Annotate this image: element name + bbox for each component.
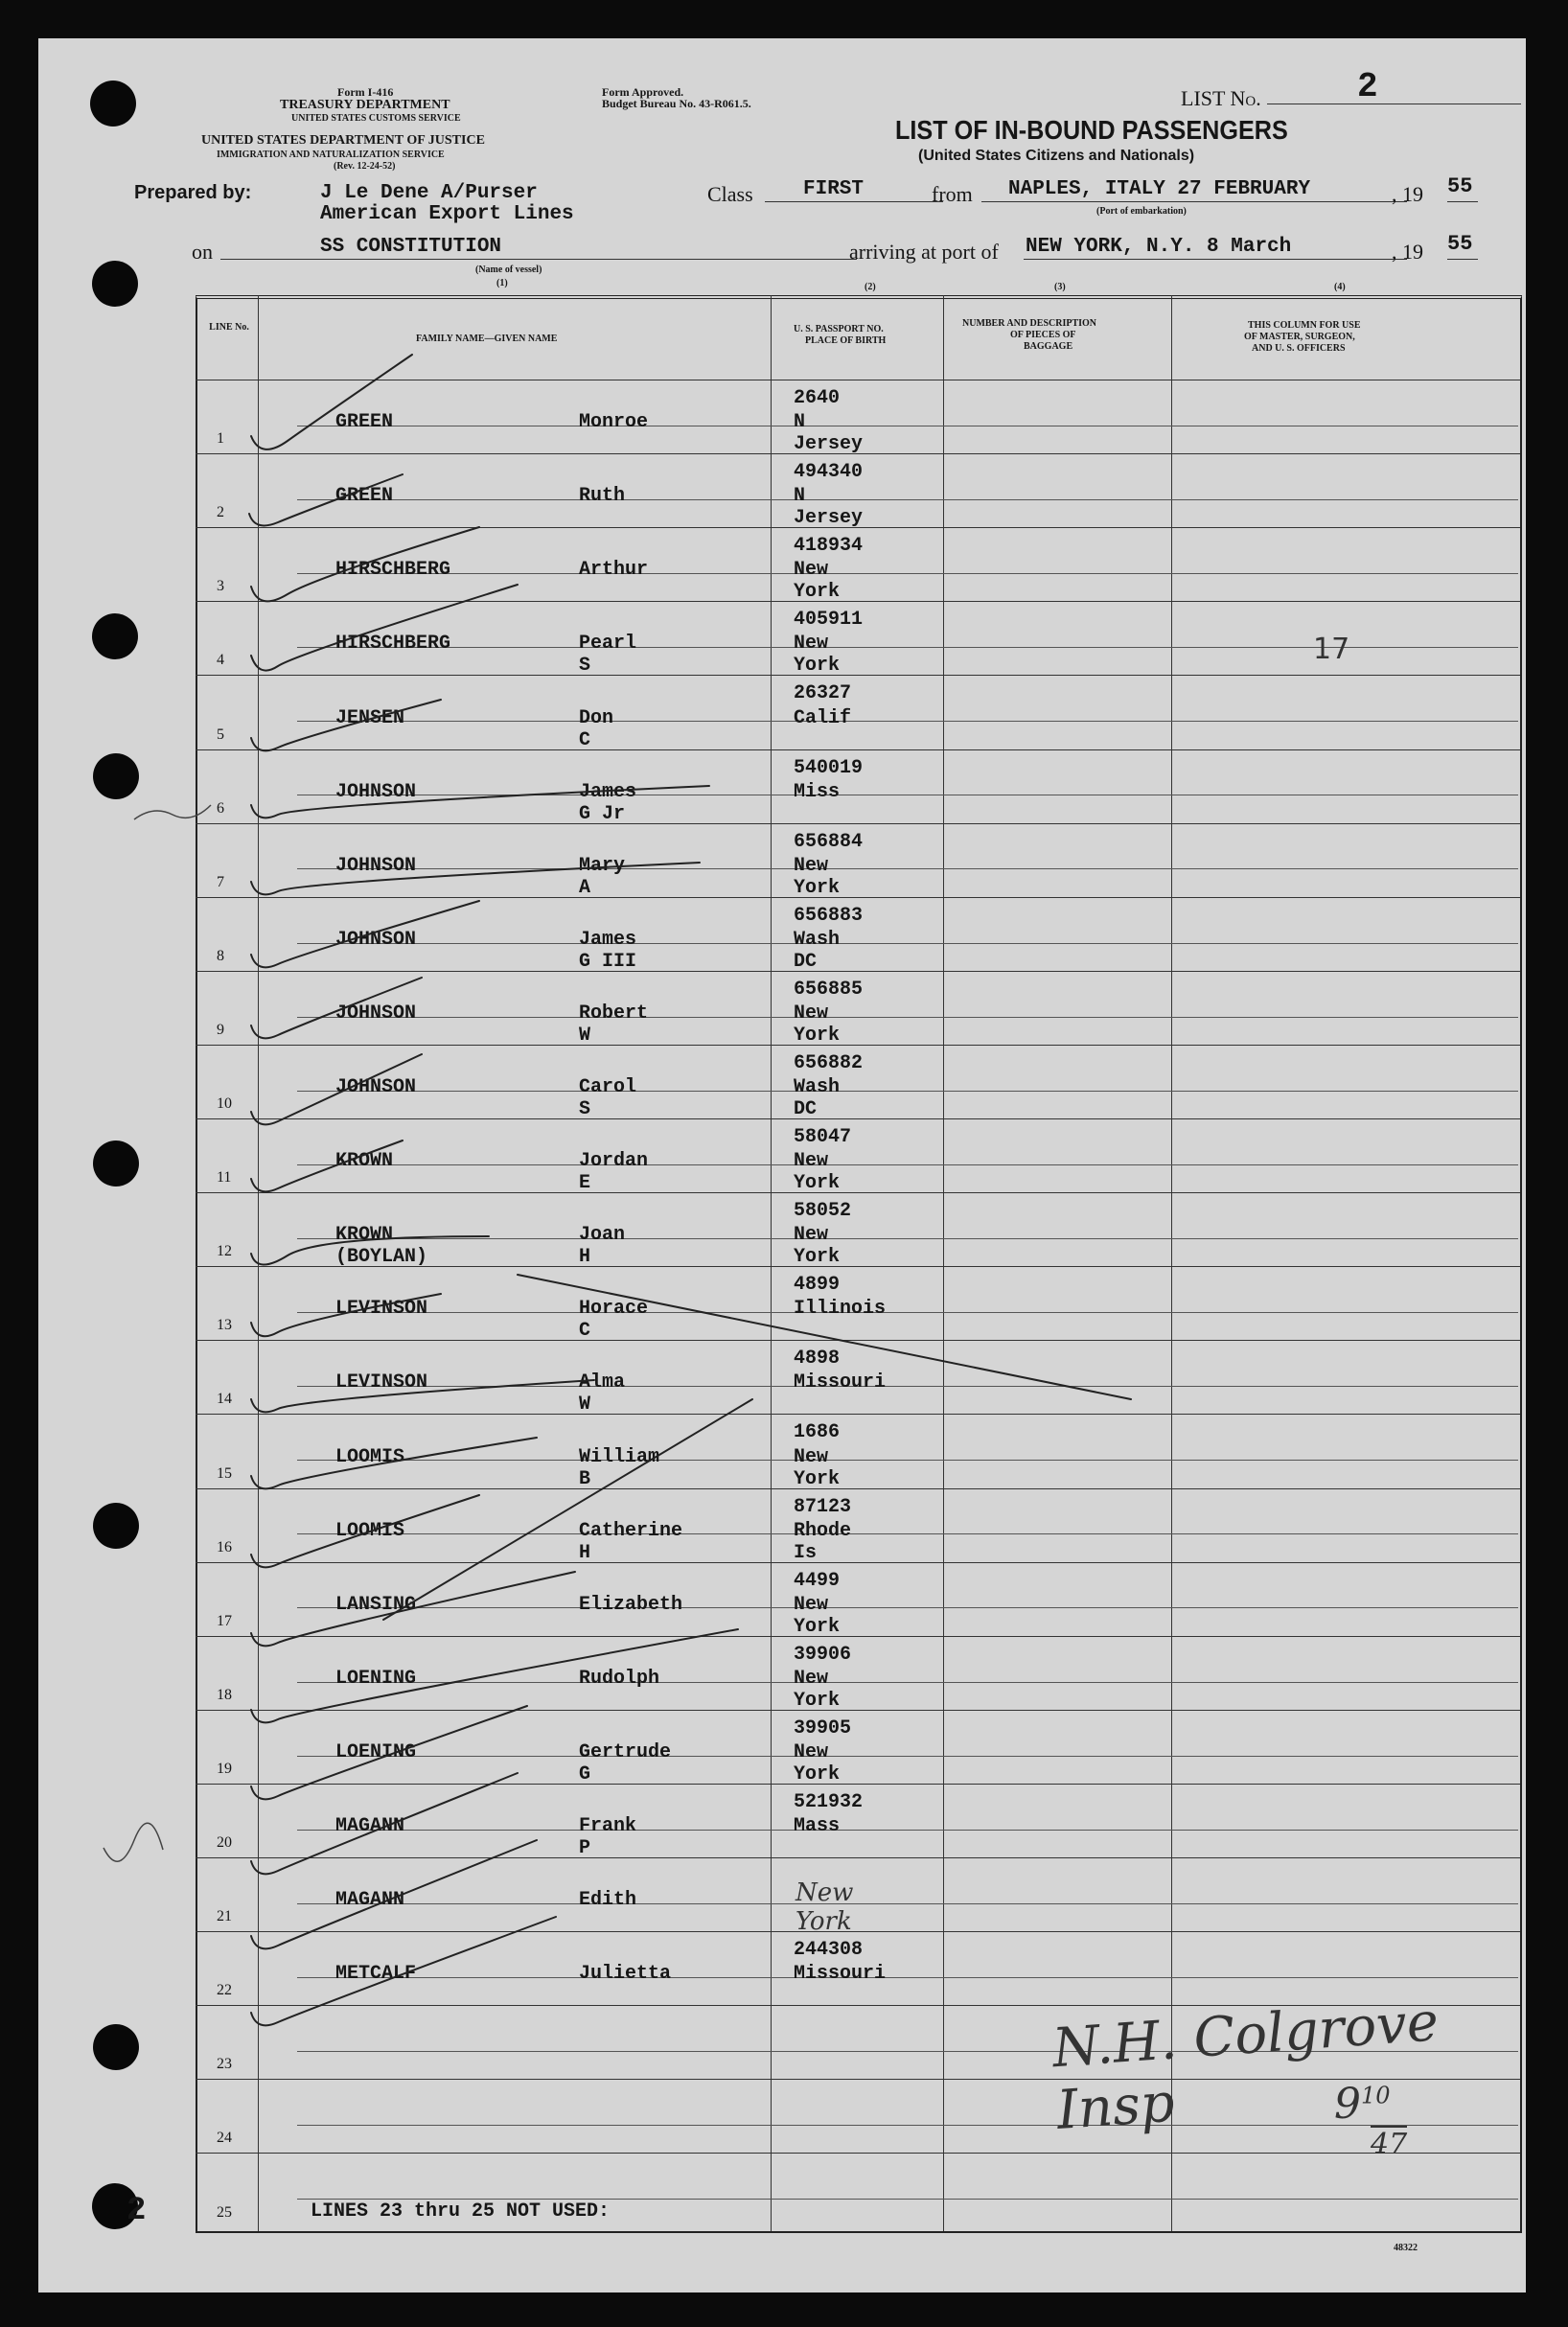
family-name: JOHNSON bbox=[335, 1076, 417, 1099]
page-subtitle: (United States Citizens and Nationals) bbox=[918, 148, 1195, 164]
col-num-4: (4) bbox=[1334, 282, 1346, 292]
birth-place: N Jersey bbox=[794, 411, 864, 456]
family-name: LEVINSON bbox=[335, 1371, 428, 1394]
embark-year: 55 bbox=[1447, 174, 1473, 198]
inspector-signature: N.H. Colgrove Insp bbox=[1050, 1991, 1441, 2143]
given-name: Robert W bbox=[579, 1002, 649, 1047]
class-value: FIRST bbox=[803, 178, 865, 200]
passport-number: 1686 bbox=[794, 1421, 841, 1444]
line-number: 3 bbox=[217, 578, 224, 595]
given-name: Jordan E bbox=[579, 1150, 649, 1195]
passport-number: 656882 bbox=[794, 1051, 864, 1074]
birth-place: Wash DC bbox=[794, 1076, 841, 1121]
given-name: James G Jr bbox=[579, 780, 637, 825]
officer-count: 17 bbox=[1313, 633, 1350, 666]
line-number: 19 bbox=[217, 1760, 232, 1777]
family-name: MAGANN bbox=[335, 1815, 405, 1838]
birth-place: New York bbox=[794, 1667, 841, 1712]
col-num-1: (1) bbox=[496, 278, 508, 288]
line-number: 25 bbox=[217, 2203, 232, 2221]
birth-place: New York bbox=[794, 1002, 841, 1047]
embark-port: NAPLES, ITALY 27 FEBRUARY bbox=[1008, 178, 1311, 200]
birth-place: Miss bbox=[794, 780, 841, 803]
given-name: Rudolph bbox=[579, 1667, 660, 1690]
passport-number: 4899 bbox=[794, 1274, 841, 1297]
col-header-baggage-3: BAGGAGE bbox=[1024, 341, 1073, 352]
passport-number: 26327 bbox=[794, 682, 852, 705]
given-name: Gertrude G bbox=[579, 1740, 672, 1786]
ins-label: IMMIGRATION AND NATURALIZATION SERVICE bbox=[217, 150, 445, 160]
family-name: JOHNSON bbox=[335, 928, 417, 951]
given-name: Arthur bbox=[579, 559, 649, 582]
passport-number: 656885 bbox=[794, 978, 864, 1001]
tally-number: $9^{10}$ bbox=[1334, 2080, 1391, 2129]
arriving-label: arriving at port of bbox=[849, 240, 999, 264]
col-num-2: (2) bbox=[865, 282, 876, 292]
given-name: Catherine H bbox=[579, 1519, 683, 1564]
line-number: 17 bbox=[217, 1612, 232, 1629]
given-name: Edith bbox=[579, 1889, 637, 1912]
budget-number: Budget Bureau No. 43-R061.5. bbox=[602, 97, 751, 110]
birth-place: Missouri bbox=[794, 1963, 887, 1986]
family-name: LOOMIS bbox=[335, 1445, 405, 1468]
col-header-officer-2: OF MASTER, SURGEON, bbox=[1244, 332, 1355, 342]
birth-place: New York bbox=[794, 633, 841, 678]
line-number: 11 bbox=[217, 1169, 232, 1187]
prepared-by-name: J Le Dene A/Purser bbox=[320, 182, 538, 204]
family-name: LEVINSON bbox=[335, 1298, 428, 1321]
arrival-year: 55 bbox=[1447, 232, 1473, 256]
treasury-label: TREASURY DEPARTMENT bbox=[280, 98, 450, 112]
line-number: 9 bbox=[217, 1021, 224, 1038]
year-prefix-2: , 19 bbox=[1392, 240, 1423, 264]
given-name: James G III bbox=[579, 928, 637, 973]
col-header-name: FAMILY NAME—GIVEN NAME bbox=[416, 334, 558, 344]
given-name: Frank P bbox=[579, 1815, 637, 1860]
customs-label: UNITED STATES CUSTOMS SERVICE bbox=[291, 113, 461, 124]
line-number: 24 bbox=[217, 2130, 232, 2147]
family-name: LOENING bbox=[335, 1667, 417, 1690]
page-title: LIST OF IN-BOUND PASSENGERS bbox=[895, 115, 1288, 145]
given-name: Don C bbox=[579, 706, 614, 751]
line-number: 7 bbox=[217, 873, 224, 890]
passport-number: 521932 bbox=[794, 1790, 864, 1813]
vessel-label: (Name of vessel) bbox=[475, 265, 542, 275]
birth-place: New York bbox=[794, 1150, 841, 1195]
tally-denominator: 47 bbox=[1371, 2128, 1408, 2161]
birth-place: Rhode Is bbox=[794, 1519, 852, 1564]
class-label: Class bbox=[707, 182, 753, 206]
given-name: Elizabeth bbox=[579, 1593, 683, 1616]
birth-place: Mass bbox=[794, 1815, 841, 1838]
line-number: 15 bbox=[217, 1464, 232, 1482]
vessel-name: SS CONSTITUTION bbox=[320, 236, 502, 258]
line-number: 23 bbox=[217, 2056, 232, 2073]
birth-place: N Jersey bbox=[794, 485, 864, 530]
family-name: HIRSCHBERG bbox=[335, 633, 451, 656]
family-name: MAGANN bbox=[335, 1889, 405, 1912]
passport-number: 494340 bbox=[794, 461, 864, 484]
col-num-3: (3) bbox=[1054, 282, 1066, 292]
list-number: 2 bbox=[1357, 67, 1378, 106]
col-header-baggage-2: OF PIECES OF bbox=[1010, 330, 1076, 340]
given-name: Alma W bbox=[579, 1371, 626, 1417]
from-label: from bbox=[932, 182, 973, 206]
given-name: Mary A bbox=[579, 854, 626, 899]
passport-number: 418934 bbox=[794, 535, 864, 558]
line-number: 13 bbox=[217, 1317, 232, 1334]
family-name: METCALF bbox=[335, 1963, 417, 1986]
prepared-label: Prepared by: bbox=[134, 182, 252, 203]
birth-place: New York bbox=[794, 559, 841, 604]
passport-number: 4499 bbox=[794, 1569, 841, 1592]
passport-number: 656884 bbox=[794, 830, 864, 853]
print-code: 48322 bbox=[1394, 2243, 1418, 2253]
footer-note: LINES 23 thru 25 NOT USED: bbox=[311, 2200, 611, 2223]
line-number: 5 bbox=[217, 726, 224, 743]
passport-number: 39905 bbox=[794, 1716, 852, 1739]
col-header-officer-1: THIS COLUMN FOR USE bbox=[1248, 320, 1361, 331]
birth-place: New York bbox=[794, 854, 841, 899]
col-header-baggage-1: NUMBER AND DESCRIPTION bbox=[962, 318, 1097, 329]
birth-place: Calif bbox=[794, 706, 852, 729]
family-name: HIRSCHBERG bbox=[335, 559, 451, 582]
family-name: JOHNSON bbox=[335, 1002, 417, 1025]
line-number: 21 bbox=[217, 1908, 232, 1925]
line-number: 12 bbox=[217, 1243, 232, 1260]
form-approved: Form Approved. bbox=[602, 85, 684, 99]
passport-number: 540019 bbox=[794, 756, 864, 779]
revision-label: (Rev. 12-24-52) bbox=[334, 161, 396, 172]
passport-number: 39906 bbox=[794, 1643, 852, 1666]
line-number: 2 bbox=[217, 504, 224, 521]
line-number: 1 bbox=[217, 430, 224, 448]
family-name: JOHNSON bbox=[335, 854, 417, 877]
prepared-by-company: American Export Lines bbox=[320, 203, 574, 225]
line-number: 4 bbox=[217, 652, 224, 669]
family-name: LANSING bbox=[335, 1593, 417, 1616]
justice-label: UNITED STATES DEPARTMENT OF JUSTICE bbox=[201, 133, 485, 148]
family-name: JOHNSON bbox=[335, 780, 417, 803]
form-number: Form I-416 bbox=[337, 85, 394, 99]
margin-mark: 2 bbox=[127, 2193, 147, 2229]
birth-place: Wash DC bbox=[794, 928, 841, 973]
birth-place: Missouri bbox=[794, 1371, 887, 1394]
line-number: 14 bbox=[217, 1391, 232, 1408]
passport-number: 58052 bbox=[794, 1200, 852, 1223]
given-name: William B bbox=[579, 1445, 660, 1490]
passport-number: 2640 bbox=[794, 387, 841, 409]
family-name: GREEN bbox=[335, 411, 394, 434]
given-name: Julietta bbox=[579, 1963, 672, 1986]
document-page bbox=[38, 38, 1526, 2292]
port-embark-label: (Port of embarkation) bbox=[1096, 206, 1187, 217]
year-prefix-1: , 19 bbox=[1392, 182, 1423, 206]
line-number: 18 bbox=[217, 1686, 232, 1703]
col-header-officer-3: AND U. S. OFFICERS bbox=[1252, 343, 1346, 354]
line-number: 6 bbox=[217, 799, 224, 817]
birth-place: New York bbox=[794, 1740, 841, 1786]
given-name: Monroe bbox=[579, 411, 649, 434]
passport-number: 405911 bbox=[794, 609, 864, 632]
birth-place: New York bbox=[796, 1878, 854, 1936]
col-header-birth: PLACE OF BIRTH bbox=[805, 335, 887, 346]
passport-number: 58047 bbox=[794, 1126, 852, 1148]
birth-place: Illinois bbox=[794, 1298, 887, 1321]
family-name: GREEN bbox=[335, 485, 394, 508]
passport-number: 4898 bbox=[794, 1348, 841, 1371]
family-name: LOOMIS bbox=[335, 1519, 405, 1542]
check-marks bbox=[38, 38, 1526, 2292]
list-no-label: LIST No. bbox=[1181, 86, 1261, 110]
family-name: LOENING bbox=[335, 1740, 417, 1763]
birth-place: New York bbox=[794, 1593, 841, 1638]
passport-number: 87123 bbox=[794, 1495, 852, 1518]
line-number: 16 bbox=[217, 1538, 232, 1555]
line-number: 10 bbox=[217, 1095, 232, 1112]
given-name: Joan H bbox=[579, 1224, 626, 1269]
family-name: KROWN (BOYLAN) bbox=[335, 1224, 428, 1269]
arrival-port: NEW YORK, N.Y. 8 March bbox=[1026, 236, 1292, 258]
passport-number: 244308 bbox=[794, 1939, 864, 1962]
line-number: 8 bbox=[217, 947, 224, 964]
given-name: Carol S bbox=[579, 1076, 637, 1121]
given-name: Horace C bbox=[579, 1298, 649, 1343]
family-name: KROWN bbox=[335, 1150, 394, 1173]
birth-place: New York bbox=[794, 1445, 841, 1490]
on-label: on bbox=[192, 240, 213, 264]
given-name: Ruth bbox=[579, 485, 626, 508]
col-header-line: LINE No. bbox=[209, 322, 249, 333]
given-name: Pearl S bbox=[579, 633, 637, 678]
col-header-passport: U. S. PASSPORT NO. bbox=[794, 324, 884, 334]
family-name: JENSEN bbox=[335, 706, 405, 729]
birth-place: New York bbox=[794, 1224, 841, 1269]
line-number: 22 bbox=[217, 1982, 232, 1999]
passport-number: 656883 bbox=[794, 904, 864, 927]
line-number: 20 bbox=[217, 1834, 232, 1851]
